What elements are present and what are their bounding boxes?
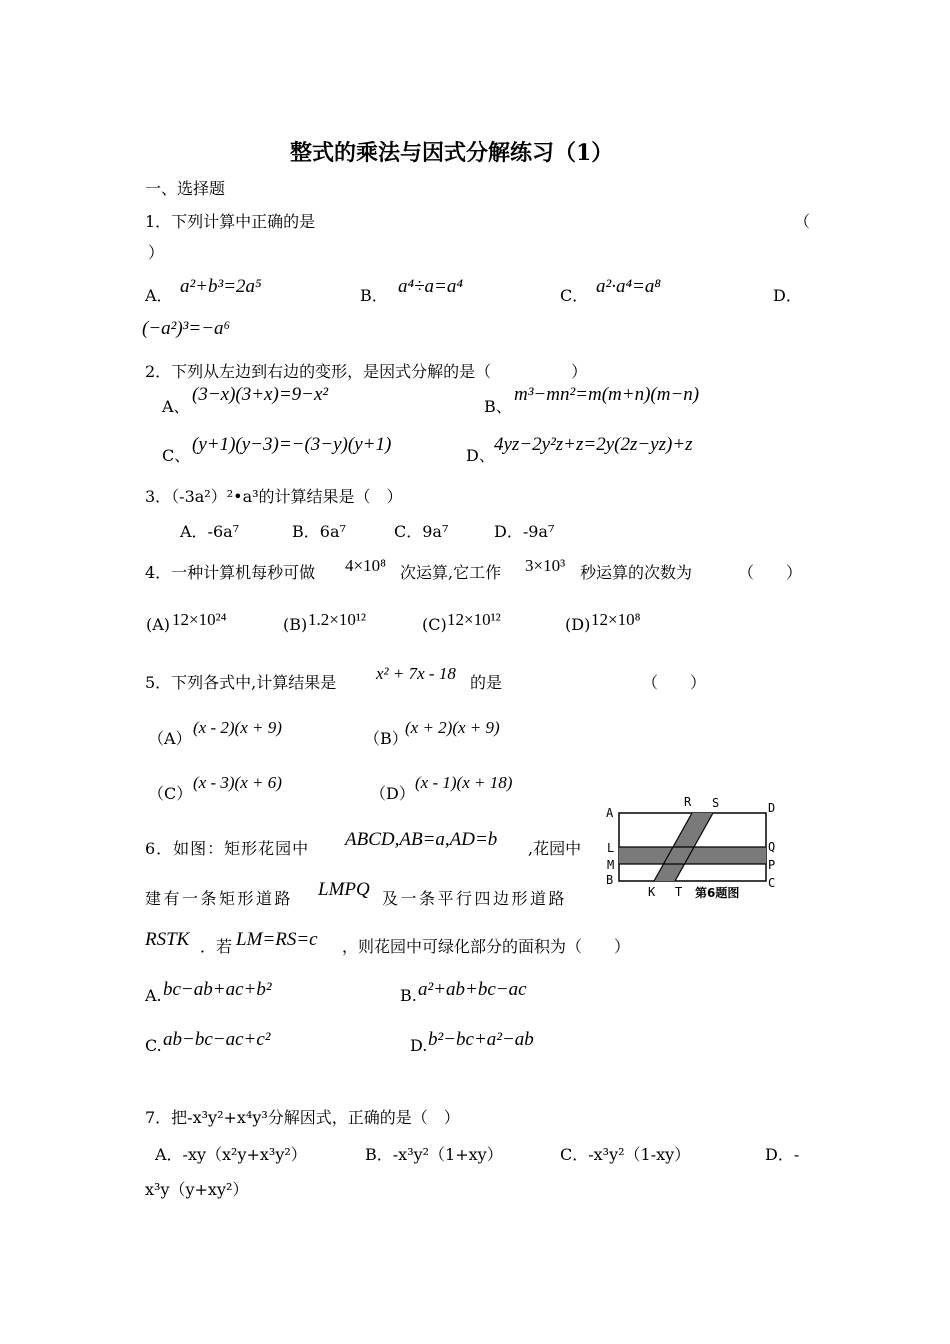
option-a-label: A．: [145, 286, 173, 305]
question-6-line-2b: 及一条平行四边形道路: [382, 889, 568, 908]
option-c-label: (C): [422, 615, 447, 634]
option-d-label: D.: [410, 1036, 428, 1055]
option-b-expr: a⁴÷a=a⁴: [398, 276, 463, 297]
question-7-stem: 7．把-x³y²+x⁴y³分解因式，正确的是（ ）: [145, 1108, 460, 1127]
label-b: B: [606, 873, 614, 887]
option-b-expr: (x + 2)(x + 9): [405, 718, 500, 737]
question-4-stem-b: 次运算,它工作: [400, 563, 502, 582]
label-m: M: [607, 858, 615, 872]
question-5-stem-a: 5．下列各式中,计算结果是: [145, 673, 337, 692]
option-a: A．-xy（x²y+x³y²）: [155, 1145, 307, 1164]
option-a: A．-6a⁷: [180, 522, 240, 541]
option-a-label: A、: [162, 397, 190, 416]
question-1-bracket-close: ）: [148, 243, 165, 262]
option-b-label: B.: [400, 986, 417, 1005]
option-b-label: (B): [283, 615, 308, 634]
section-heading: 一、选择题: [145, 179, 226, 198]
label-c: C: [768, 876, 776, 890]
question-4-expr-2: 3×10³: [525, 556, 566, 575]
option-a-label: A.: [145, 986, 162, 1005]
option-d-expr: (x - 1)(x + 18): [415, 773, 513, 792]
option-a-expr: a²+b³=2a⁵: [180, 276, 262, 297]
option-a-label: (A): [146, 615, 171, 634]
question-1-bracket-open: （: [794, 212, 811, 231]
option-c: C．9a⁷: [394, 522, 449, 541]
option-d: D．-9a⁷: [494, 522, 555, 541]
option-d-expr: (−a²)³=−a⁶: [142, 318, 231, 339]
rectangle-garden-figure: [602, 790, 792, 908]
label-q: Q: [768, 840, 776, 854]
option-b: B．6a⁷: [292, 522, 346, 541]
option-c-expr: (y+1)(y−3)=−(3−y)(y+1): [192, 434, 392, 455]
label-a: A: [606, 806, 614, 820]
question-6-line-1b: ,花园中: [528, 839, 582, 858]
page-title: 整式的乘法与因式分解练习（1）: [290, 140, 614, 166]
option-d-label: （D）: [370, 784, 415, 803]
option-c-expr: (x - 3)(x + 6): [193, 773, 282, 792]
option-c: C．-x³y²（1-xy）: [560, 1145, 691, 1164]
question-6-line-1a: 6．如图：矩形花园中: [145, 839, 310, 858]
option-b: B．-x³y²（1+xy）: [365, 1145, 503, 1164]
question-6-line-3-expr-2: LM=RS=c: [236, 929, 318, 950]
label-l: L: [607, 841, 615, 855]
option-c-label: C．: [560, 286, 589, 305]
option-d-expr: 12×10⁸: [591, 610, 641, 629]
option-b-label: （B）: [364, 729, 408, 748]
question-6-line-2-expr: LMPQ: [318, 879, 370, 900]
label-k: K: [648, 885, 656, 899]
question-6-line-3a: ．若: [200, 937, 233, 956]
question-3-stem: 3．（-3a²）²•a³的计算结果是（ ）: [145, 487, 403, 506]
option-d-label: D．: [773, 286, 802, 305]
option-a-expr: 12×10²⁴: [172, 610, 227, 629]
option-c-label: C、: [162, 446, 191, 465]
option-b-label: B、: [484, 397, 512, 416]
option-c-label: （C）: [148, 784, 193, 803]
question-6-line-2a: 建有一条矩形道路: [145, 889, 294, 908]
label-d: D: [768, 801, 776, 815]
question-4-bracket: （ ）: [738, 563, 803, 582]
option-a-expr: bc−ab+ac+b²: [163, 979, 272, 1000]
label-r: R: [684, 795, 692, 809]
question-6-line-3-expr: RSTK: [145, 929, 190, 950]
question-1-stem: 1．下列计算中正确的是: [145, 212, 316, 231]
option-c-expr: 12×10¹²: [447, 610, 501, 629]
option-d-prefix: D．-: [765, 1145, 800, 1164]
question-4-expr-1: 4×10⁸: [345, 556, 387, 575]
label-t: T: [675, 885, 683, 899]
question-5-bracket: （ ）: [642, 673, 707, 692]
question-6-line-3b: ，则花园中可绿化部分的面积为（ ）: [342, 937, 631, 956]
question-4-stem-a: 4．一种计算机每秒可做: [145, 563, 316, 582]
option-a-expr: (3−x)(3+x)=9−x²: [192, 384, 329, 405]
option-a-label: （A）: [148, 729, 192, 748]
question-2-stem: 2．下列从左边到右边的变形，是因式分解的是（ ）: [145, 362, 588, 381]
option-b-expr: 1.2×10¹²: [308, 610, 367, 629]
figure-caption: 第6题图: [695, 886, 740, 900]
option-b-expr: m³−mn²=m(m+n)(m−n): [514, 384, 700, 405]
question-4-stem-c: 秒运算的次数为: [580, 563, 693, 582]
option-d-label: D、: [466, 446, 495, 465]
question-6-line-1-expr: ABCD,AB=a,AD=b: [345, 829, 498, 850]
option-a-expr: (x - 2)(x + 9): [193, 718, 282, 737]
option-c-label: C.: [145, 1036, 162, 1055]
option-d-label: (D): [565, 615, 591, 634]
option-b-expr: a²+ab+bc−ac: [418, 979, 527, 1000]
option-b-label: B．: [360, 286, 388, 305]
option-d-rest: x³y（y+xy²）: [145, 1180, 249, 1199]
question-5-expr: x² + 7x - 18: [376, 664, 456, 683]
option-c-expr: ab−bc−ac+c²: [163, 1029, 271, 1050]
option-d-expr: 4yz−2y²z+z=2y(2z−yz)+z: [494, 434, 693, 455]
label-s: S: [712, 796, 720, 810]
option-c-expr: a²·a⁴=a⁸: [596, 276, 661, 297]
label-p: P: [768, 858, 776, 872]
question-5-stem-b: 的是: [470, 673, 503, 692]
option-d-expr: b²−bc+a²−ab: [428, 1029, 534, 1050]
